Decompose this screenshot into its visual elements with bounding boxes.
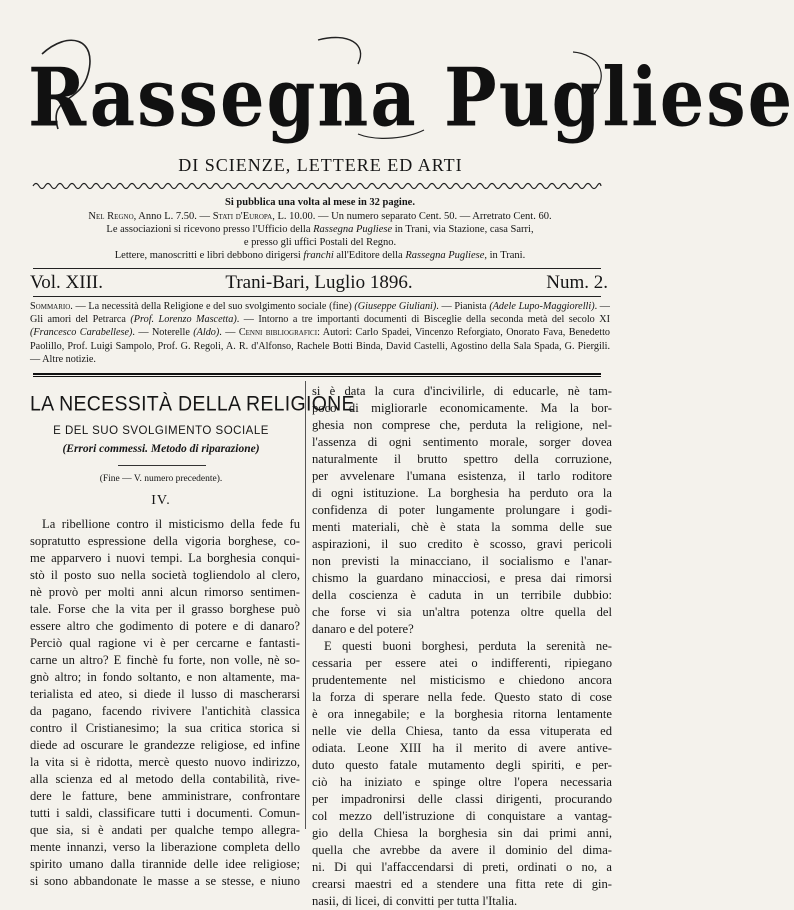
text-line: terialista ed ateo, si diede il lusso di mascherarsi bbox=[30, 687, 300, 701]
text-line: sopratutto espressione della vigoria borghese, co- bbox=[30, 534, 300, 548]
masthead-title: Rassegna Pugliese bbox=[28, 49, 794, 146]
text-line: nè provò per molti anni alcun rimorso sentimen- bbox=[30, 585, 300, 599]
text-line: prudentemente nel misticismo e chiedono ancora bbox=[312, 673, 612, 687]
place-date: Trani-Bari, Luglio 1896. bbox=[225, 272, 413, 293]
text-line: naturalmente il brutto spettro della corruzione, bbox=[312, 452, 612, 466]
text-line: è ora innegabile; e la borghesia ritorna lentamente bbox=[312, 707, 612, 721]
text-line: non previsti la minacciano, il socialismo e l'anar- bbox=[312, 554, 612, 568]
text-line: confidenza di poter lungamente prolungare i godi- bbox=[312, 503, 612, 517]
title-rule bbox=[118, 465, 206, 466]
text-line: me apparvero i nuovi tempi. La borghesia conqui- bbox=[30, 551, 300, 565]
table-of-contents: Sommario. — La necessità della Religione e del suo svolgimento sociale (fine) (Giuseppe Giuliani). — Pianista (Adele Lupo-Maggiorelli). — Gli amori del Petrarca (Prof. Lorenzo Mascetta). — Intorno a tre importanti documenti di Bisceglie della seconda metà del secolo XI (Francesco Carabellese). — Noterelle (Aldo). — Cenni bibliografici: Autori: Carlo Spadei, Vincenzo Reforgiato, Onorato Fava, Benedetto Paolillo, Prof. Luigi Sampolo, Prof. G. Regoli, A. R. d'Alfonso, Rachele Botti Binda, David Castelli, Agostino della Sala Spada, G. Piergili. — Altre notizie. bbox=[30, 301, 611, 365]
text-line: l'assenza di ogni sentimento morale, sorger dovea bbox=[312, 435, 612, 449]
text-line: E questi buoni borghesi, perduta la serenità ne- bbox=[324, 639, 612, 653]
text-line: gio della Chiesa la borghesia sin dai primi anni, bbox=[312, 826, 612, 840]
text-line: aspirazioni, il suo credito è scosso, gravi pericoli bbox=[312, 537, 612, 551]
article-subtitle: E DEL SUO SVOLGIMENTO SOCIALE bbox=[53, 425, 269, 437]
wavy-rule bbox=[33, 181, 601, 191]
text-line: La ribellione contro il misticismo della fede fu bbox=[42, 517, 300, 531]
text-line: duto questo fatale mutamento degli spiriti, e per- bbox=[312, 758, 612, 772]
masthead bbox=[28, 34, 794, 146]
text-line: ni. Di qui l'affaccendarsi di preti, ordinati o no, a bbox=[312, 860, 612, 874]
section-rule-thick bbox=[33, 373, 601, 375]
text-line: della coscienza è caduta in un terribile dubbio: bbox=[312, 588, 612, 602]
text-line: tutti i saldi, classificare tutti i documenti. Comun- bbox=[30, 806, 300, 820]
text-line: per impadronirsi delle classi dirigenti, procurando bbox=[312, 792, 612, 806]
text-line: cessaria per essere atei o indifferenti, ripiegano bbox=[312, 656, 612, 670]
text-line: menti materiali, chè è stata la somma delle sue bbox=[312, 520, 612, 534]
volume-number: Vol. XIII. bbox=[30, 272, 104, 293]
text-line: Perciò qual ragione vi è per cercarne e fantasti- bbox=[30, 636, 300, 650]
text-line: stò il posto suo nella società togliendolo al clero, bbox=[30, 568, 300, 582]
text-line: que sia, si è andati per qualche tempo allegra- bbox=[30, 823, 300, 837]
text-line: diede ad oscurare le grandezze religiose, ed infine bbox=[30, 738, 300, 752]
subscription-prices: Nel Regno, Anno L. 7.50. — Stati d'Europa, L. 10.00. — Un numero separato Cent. 50. — Arretrato Cent. 60. bbox=[88, 211, 552, 222]
text-line: essere altro che godimento di potere e di danaro? bbox=[30, 619, 300, 633]
text-line: nasii, di licei, di convitti per tutta l'Italia. bbox=[312, 894, 518, 908]
text-line: col mezzo dell'istruzione di conquistare a vantag- bbox=[312, 809, 612, 823]
masthead-subtitle: DI SCIENZE, LETTERE ED ARTI bbox=[178, 155, 463, 175]
text-line: spirito umano dalla tirannide delle idee religiose; bbox=[30, 857, 300, 871]
header-rule-bottom bbox=[33, 296, 601, 297]
text-line: ghesia non comprese che, perduta la religione, nel- bbox=[312, 418, 612, 432]
article-subheading: (Errori commessi. Metodo di riparazione) bbox=[62, 443, 260, 455]
text-line: che forse vi sia un'altra potenza oltre quella del bbox=[312, 605, 612, 619]
text-line: ciò ha iniziato e spinge oltre l'opera necessaria bbox=[312, 775, 612, 789]
column-divider bbox=[305, 381, 306, 829]
issue-number: Num. 2. bbox=[546, 272, 608, 293]
text-line: chismo la guardano minacciosi, e presa dai rimorsi bbox=[312, 571, 612, 585]
section-number: IV. bbox=[151, 493, 171, 508]
text-line: poco di migliorarle economicamente. Ma la bor- bbox=[312, 401, 612, 415]
issue-line bbox=[30, 272, 608, 294]
subscription-office: Le associazioni si ricevono presso l'Ufficio della Rassegna Pugliese in Trani, via Stazione, casa Sarri, bbox=[106, 224, 534, 235]
text-line: odiata. Leone XIII ha il merito di avere antive- bbox=[312, 741, 612, 755]
section-rule-thin bbox=[33, 376, 601, 377]
text-line: la vita si è ridotta, mercè questo nuovo indirizzo, bbox=[30, 755, 300, 769]
text-line: si è data la cura d'incivilirle, di educarle, nè tam- bbox=[312, 384, 612, 398]
text-line: si sono abbandonate le masse a se stesse, e niuno bbox=[30, 874, 300, 888]
text-line: dere le fatture, bene amministrare, confrontare bbox=[30, 789, 300, 803]
continued-note: (Fine — V. numero precedente). bbox=[99, 474, 223, 484]
text-line: la forza di sperare nella fede. Questo stato di cose bbox=[312, 690, 612, 704]
text-line: quella che avrebbe da avere il dominio del dima- bbox=[312, 843, 612, 857]
text-line: nelle vie della Chiesa, tanto da essa vituperata ed bbox=[312, 724, 612, 738]
text-line: danaro e del potere? bbox=[312, 622, 414, 636]
text-line: gnò altro; in fondo soltanto, e non altamente, ma- bbox=[30, 670, 300, 684]
text-line: mente innanzi, verso la liberazione completa dello bbox=[30, 840, 300, 854]
text-line: carne un altro? E finchè fu forte, non volle, nè so- bbox=[30, 653, 300, 667]
right-column-text bbox=[312, 383, 612, 910]
publication-frequency: Si pubblica una volta al mese in 32 pagine. bbox=[225, 197, 415, 208]
article-title: LA NECESSITÀ DELLA RELIGIONE bbox=[30, 392, 355, 417]
text-line: crearsi maestri ed a stendere una fitta rete di gin- bbox=[312, 877, 612, 891]
text-line: da pagano, facendo rivivere l'antichità classica bbox=[30, 704, 300, 718]
editor-address: Lettere, manoscritti e libri debbono dirigersi franchi all'Editore della Rassegna Pugliese, in Trani. bbox=[114, 250, 526, 261]
text-line: di ogni istituzione. La borghesia ha perduto ora la bbox=[312, 486, 612, 500]
text-line: tale. Forse che la vita per il grasso borghese può bbox=[30, 602, 300, 616]
text-line: alla scienza ed al metodo della contabilità, rive- bbox=[30, 772, 300, 786]
text-line: contro il Cristianesimo; la sua critica storica si bbox=[30, 721, 300, 735]
postal-offices: e presso gli uffici Postali del Regno. bbox=[243, 237, 397, 248]
left-column-text bbox=[30, 516, 300, 890]
header-rule-top bbox=[33, 268, 601, 269]
text-line: per avvelenare l'umana esistenza, il tarlo roditore bbox=[312, 469, 612, 483]
